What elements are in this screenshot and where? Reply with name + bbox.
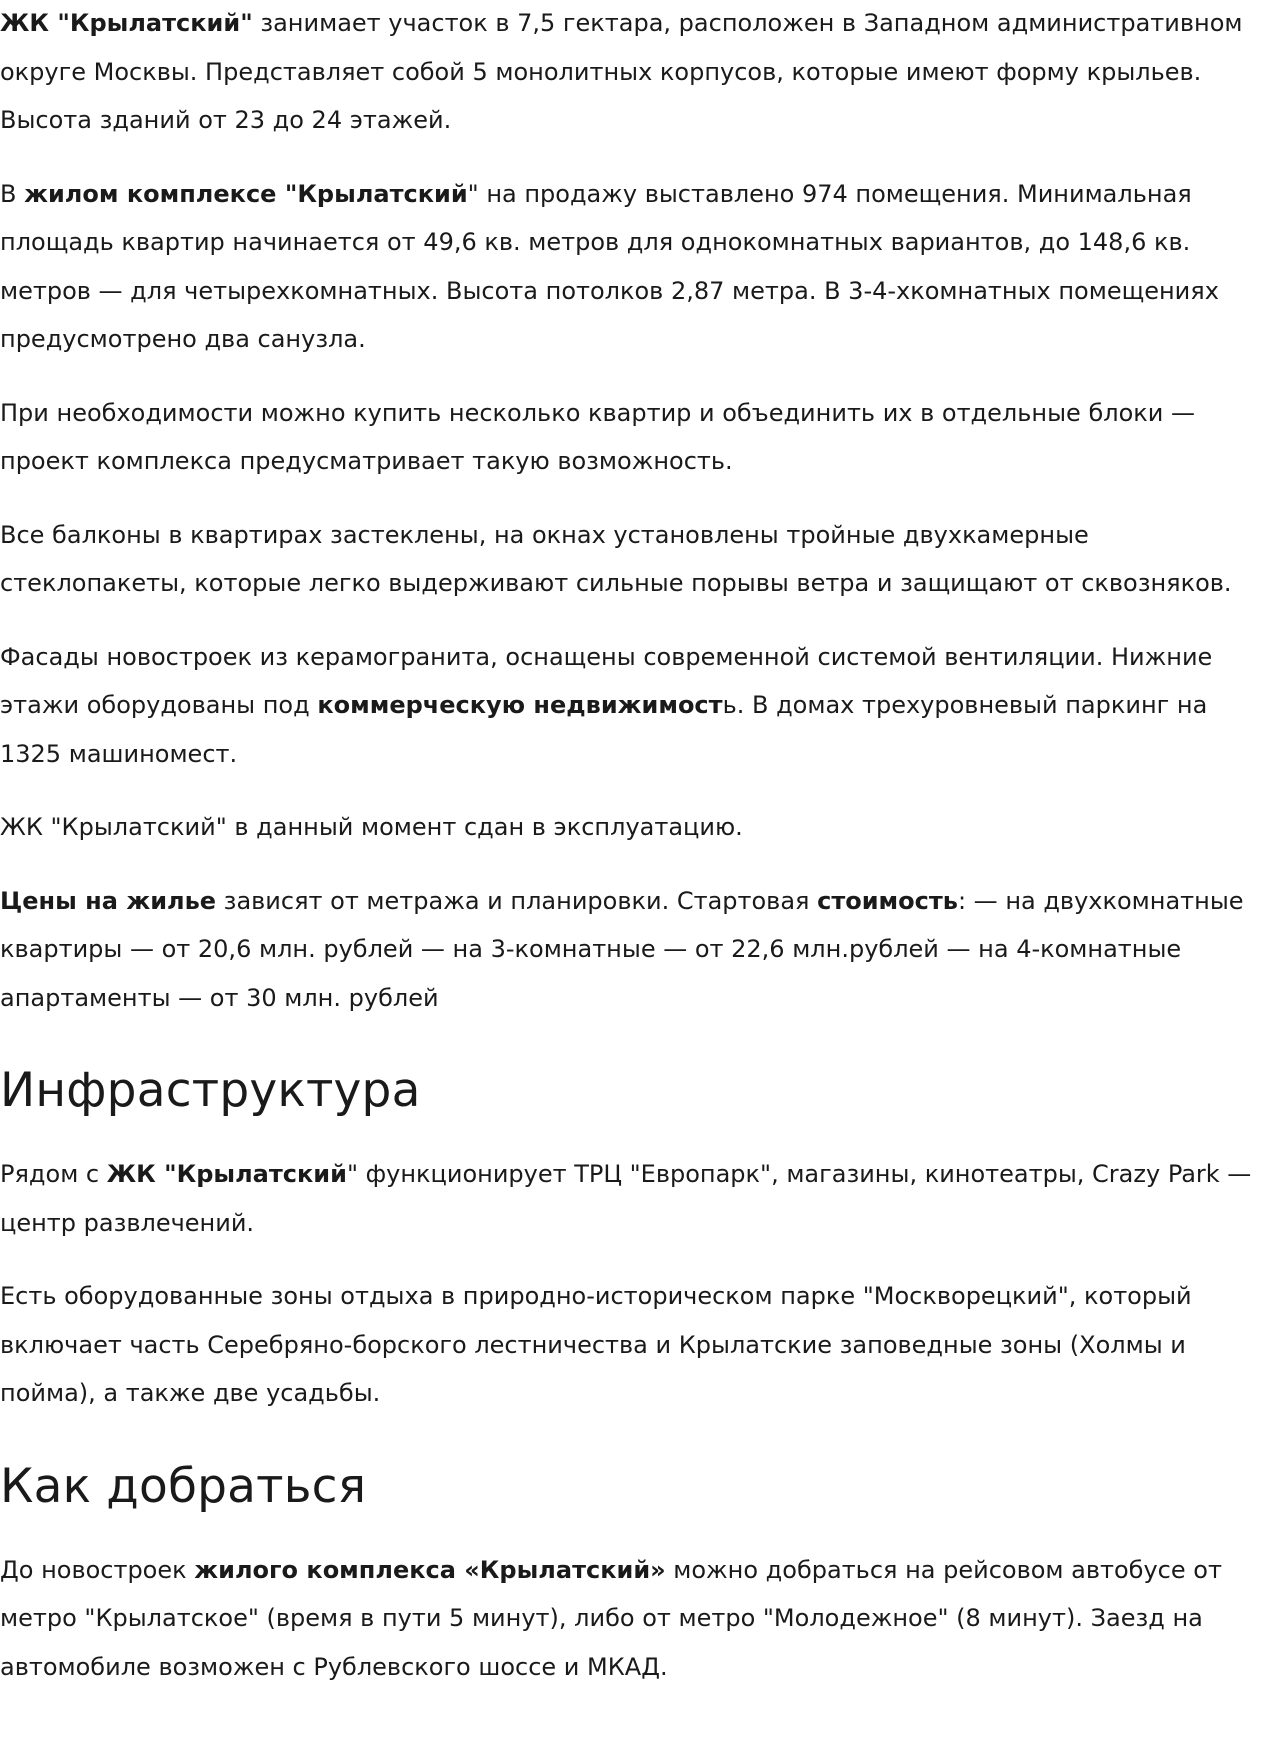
directions-paragraph xyxy=(0,1546,1270,1692)
directions-text: можно добраться на рейсовом автобусе от метро "Крылатское" (время в пути 5 минут), либо от метро "Молодежное" (8 минут). Заезд на автомобиле возможен с Рублевского шоссе и МКАД. xyxy=(0,1555,1222,1681)
directions-lead: До новостроек xyxy=(0,1555,195,1584)
infrastructure-paragraph xyxy=(0,1150,1270,1247)
prices-bold: Цены на жилье xyxy=(0,886,217,915)
infrastructure-text: " функционирует ТРЦ "Европарк", магазины, кинотеатры, Crazy Park — центр развлечений. xyxy=(0,1160,1252,1237)
prices-text: : — на двухкомнатные квартиры — от 20,6 млн. рублей — на 3-комнатные — от 22,6 млн.рублей — на 4-комнатные апартаменты — от 30 млн. рублей xyxy=(0,886,1244,1012)
directions-heading: Как добраться xyxy=(0,1458,367,1514)
status-paragraph: ЖК "Крылатский" в данный момент сдан в эксплуатацию. xyxy=(0,813,743,841)
facades-lead: Фасады новостроек из керамогранита, оснащены современной системой вентиляции. Нижние этажи оборудованы под xyxy=(0,642,1213,719)
balconies-paragraph: Все балконы в квартирах застеклены, на окнах установлены тройные двухкамерные стеклопакеты, которые легко выдерживают сильные порывы ветра и защищают от сквозняков. xyxy=(0,520,1232,597)
apartments-paragraph xyxy=(0,170,1270,364)
residential-complex-bold: жилом комплексе "Крылатский xyxy=(24,179,468,208)
apartments-text: " на продажу выставлено 974 помещения. Минимальная площадь квартир начинается от 49,6 кв. метров для однокомнатных вариантов, до 148,6 кв. метров — для четырехкомнатных. Высота потолков 2,87 метра. В 3-4-хкомнатных помещениях предусмотрено два санузла. xyxy=(0,179,1219,353)
complex-name-bold-2: ЖК "Крылатский xyxy=(106,1160,347,1188)
complex-name-bold: ЖК "Крылатский" xyxy=(0,9,253,37)
infrastructure-lead: Рядом с xyxy=(0,1160,107,1188)
facades-paragraph xyxy=(0,633,1270,779)
prices-paragraph xyxy=(0,877,1270,1023)
commercial-property-bold: коммерческую недвижимост xyxy=(317,691,723,719)
recreation-paragraph: Есть оборудованные зоны отдыха в природно-историческом парке "Москворецкий", который включает часть Серебряно-борского лестничества и Крылатские заповедные зоны (Холмы и пойма), а также две усадьбы. xyxy=(0,1282,1192,1407)
apartments-lead: В xyxy=(0,179,25,208)
infrastructure-heading: Инфраструктура xyxy=(0,1063,421,1118)
complex-name-bold-3: жилого комплекса «Крылатский» xyxy=(194,1555,666,1584)
cost-bold: стоимость xyxy=(817,886,958,915)
intro-text: занимает участок в 7,5 гектара, расположен в Западном административном округе Москвы. Представляет собой 5 монолитных корпусов, которые имеют форму крыльев. Высота зданий от 23 до 24 этажей. xyxy=(0,9,1243,134)
intro-paragraph xyxy=(0,0,1270,145)
prices-mid: зависят от метража и планировки. Стартовая xyxy=(216,886,818,915)
facades-text: ь. В домах трехуровневый паркинг на 1325 машиномест. xyxy=(0,691,1208,768)
merge-apartments-paragraph: При необходимости можно купить несколько квартир и объединить их в отдельные блоки — проект комплекса предусматривает такую возможность. xyxy=(0,398,1195,475)
